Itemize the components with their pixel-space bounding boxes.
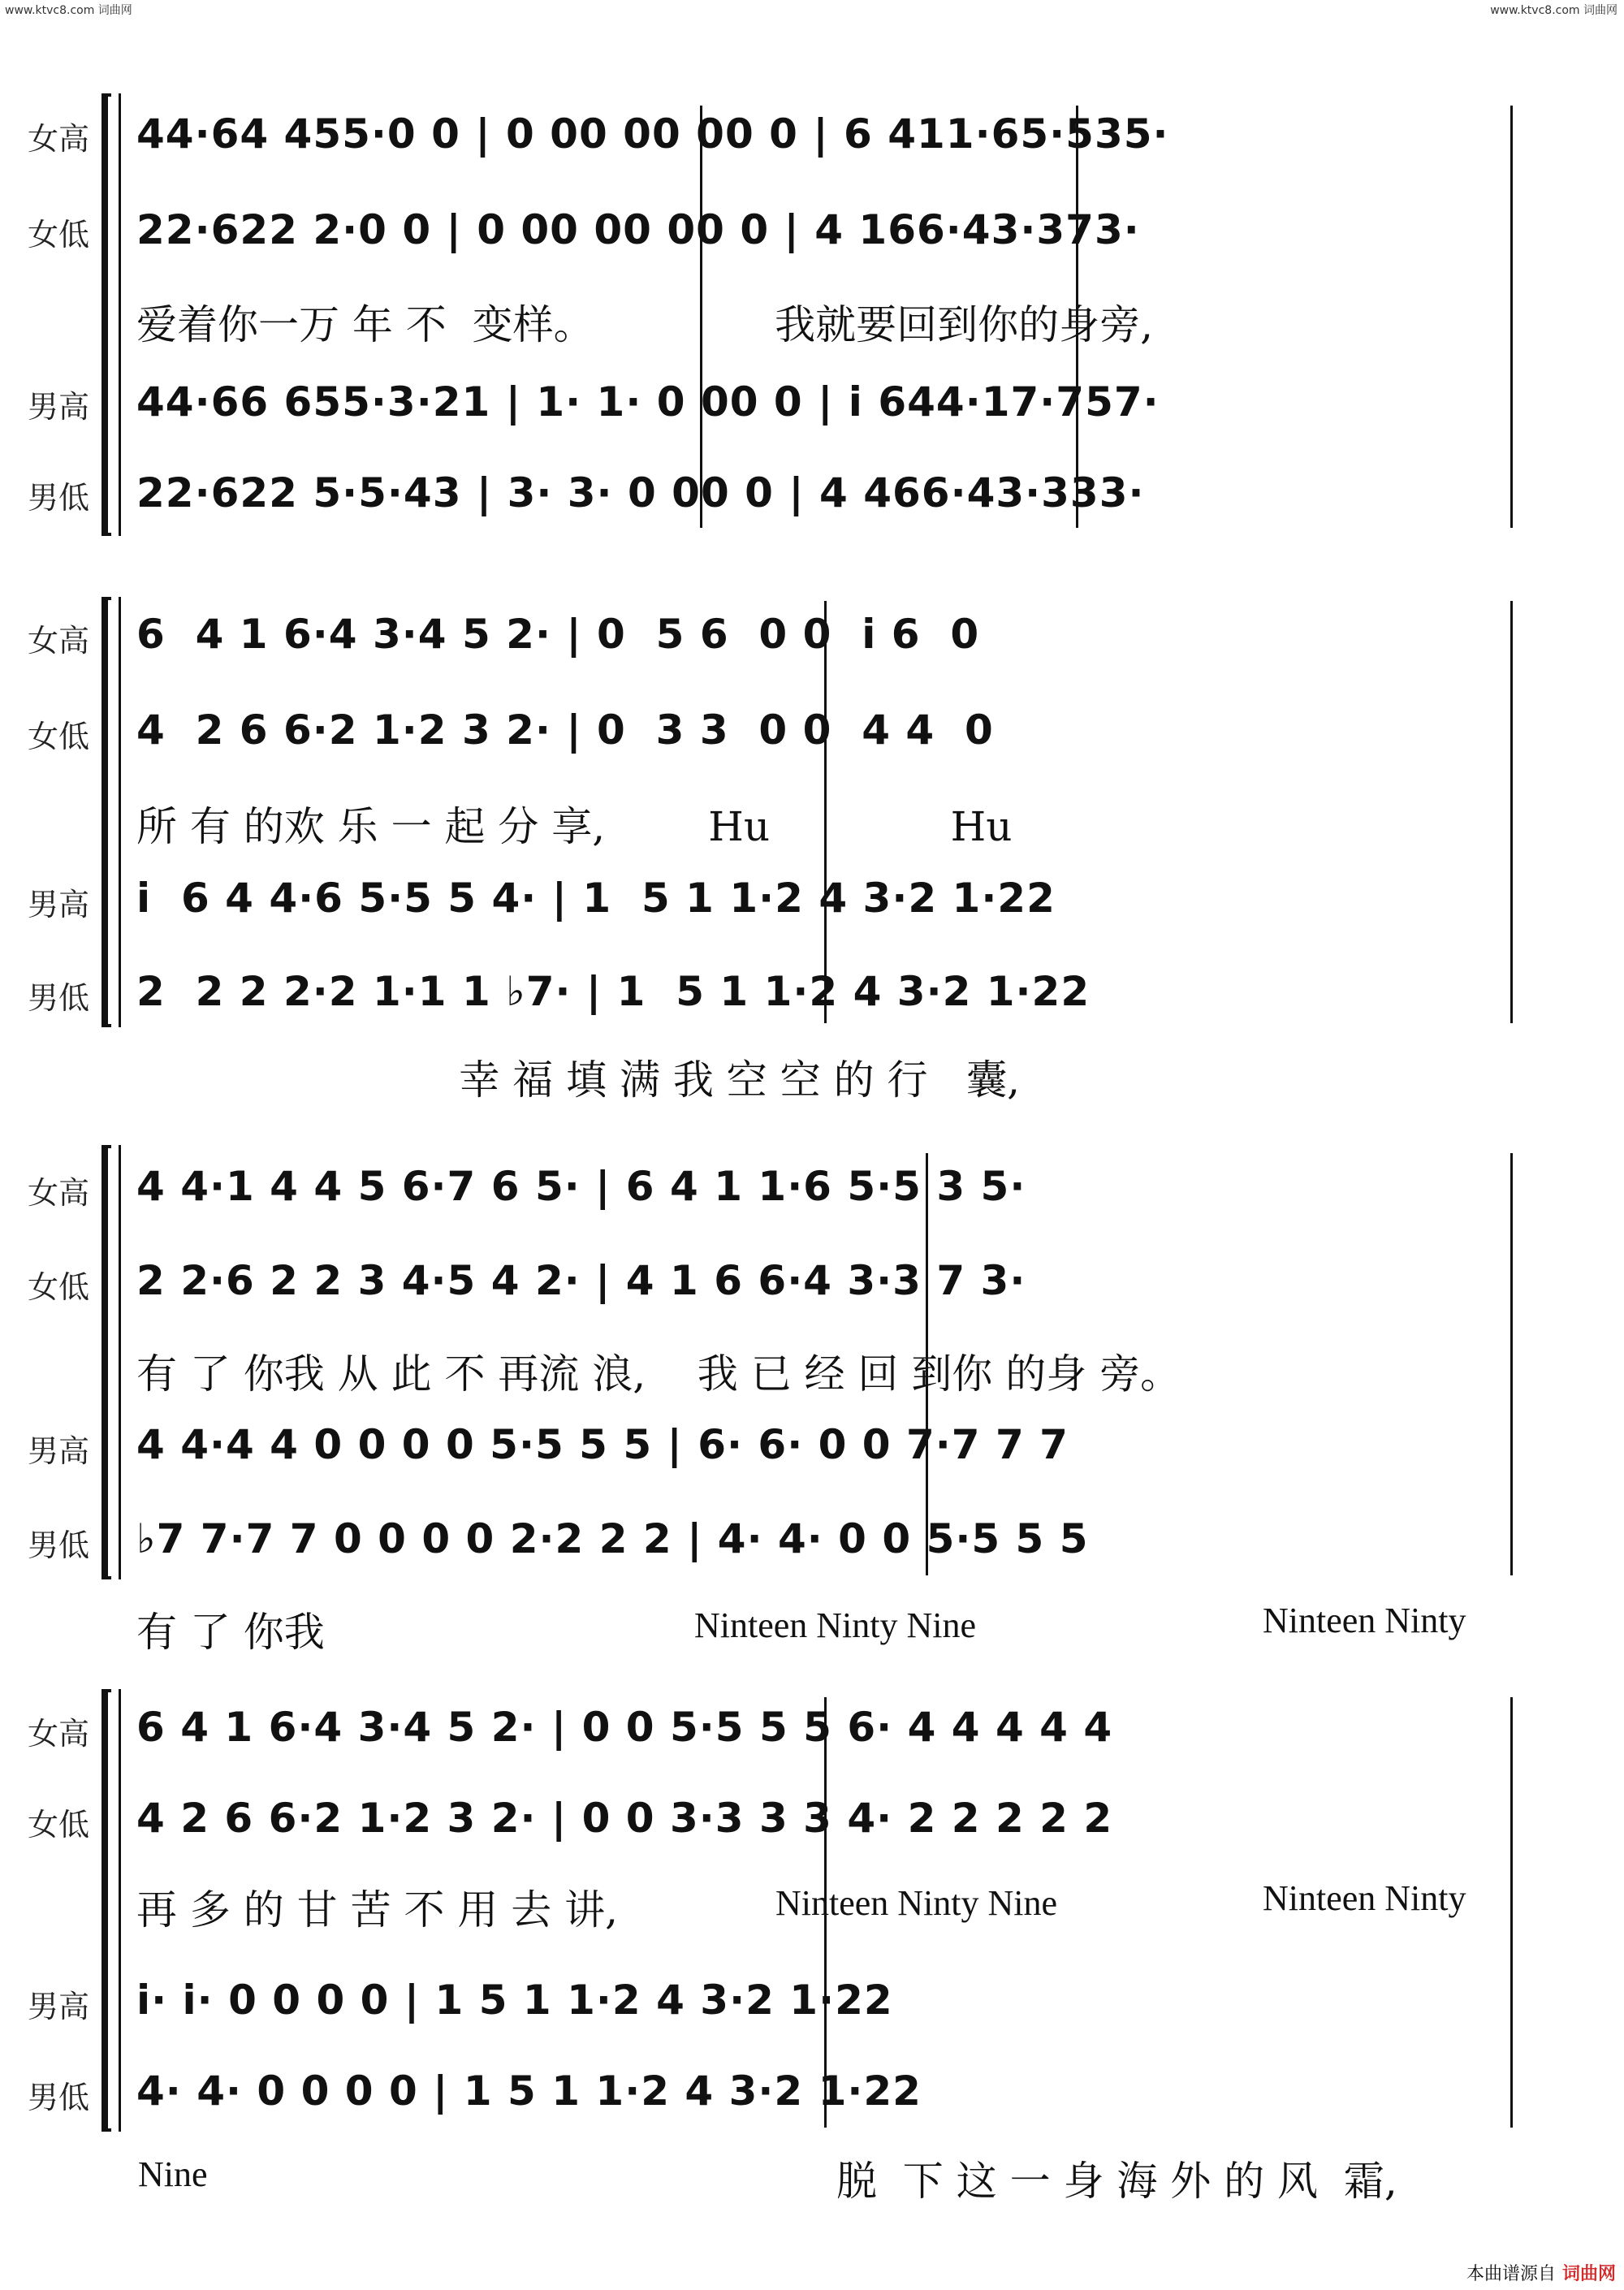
site-watermark-right: www.ktvc8.com 词曲网 [1490, 4, 1618, 17]
voice-label: 男低 [27, 480, 89, 516]
notation-line: 4 4·4 4 0 0 0 0 5·5 5 5 | 6· 6· 0 0 7·7 7 7 [136, 1421, 1069, 1468]
voice-label: 女高 [27, 1716, 89, 1752]
voice-label: 男低 [27, 980, 89, 1016]
notation-line: 6 4 1 6·4 3·4 5 2· | 0 0 5·5 5 5 6· 4 4 4 4 4 [136, 1704, 1113, 1751]
voice-label: 女低 [27, 719, 89, 754]
english-lyrics: Ninteen Ninty [1263, 1601, 1466, 1640]
notation-line: 2 2 2 2·2 1·1 1 ♭7· | 1 5 1 1·2 4 3·2 1·22 [136, 968, 1091, 1015]
voice-label: 男低 [27, 1527, 89, 1563]
notation-line: 2 2·6 2 2 3 4·5 4 2· | 4 1 6 6·4 3·3 7 3· [136, 1257, 1026, 1304]
notation-line: i 6 4 4·6 5·5 5 4· | 1 5 1 1·2 4 3·2 1·22 [136, 875, 1056, 922]
source-footer [1466, 2260, 1616, 2285]
brand-logo-text[interactable]: 词曲网 [1561, 2264, 1616, 2284]
system-brace [102, 1689, 111, 2132]
voice-label: 男高 [27, 389, 89, 425]
system-line [119, 1689, 121, 2132]
voice-label: 男高 [27, 887, 89, 922]
lyrics-line: 有 了 你我 从 此 不 再流 浪, 我 已 经 回 到你 的身 旁。 [136, 1350, 1181, 1398]
notation-line: 44·66 655·3·21 | 1· 1· 0 00 0 | i 644·17·757· [136, 378, 1160, 426]
notation-line: ♭7 7·7 7 0 0 0 0 2·2 2 2 | 4· 4· 0 0 5·5 5 5 [136, 1515, 1089, 1562]
voice-label: 男高 [27, 1433, 89, 1469]
notation-line: 4 4·1 4 4 5 6·7 6 5· | 6 4 1 1·6 5·5 3 5· [136, 1163, 1026, 1210]
voice-label: 女低 [27, 217, 89, 253]
voice-label: 女高 [27, 121, 89, 157]
lyrics-line: 再 多 的 甘 苦 不 用 去 讲, [136, 1886, 619, 1934]
notation-line: i· i· 0 0 0 0 | 1 5 1 1·2 4 3·2 1·22 [136, 1977, 893, 2024]
notation-line: 22·622 5·5·43 | 3· 3· 0 00 0 | 4 466·43·333· [136, 469, 1145, 516]
lyrics-line: 幸 福 填 满 我 空 空 的 行 囊, [136, 1056, 1021, 1104]
notation-line: 6 4 1 6·4 3·4 5 2· | 0 5 6 0 0 i 6 0 [136, 611, 980, 658]
lyrics-line: 有 了 你我 [136, 1609, 325, 1656]
system-brace [102, 597, 111, 1027]
system-line [119, 1145, 121, 1579]
lyrics-line: 脱 下 这 一 身 海 外 的 风 霜, [836, 2158, 1397, 2205]
notation-line: 44·64 455·0 0 | 0 00 00 00 0 | 6 411·65·535· [136, 110, 1169, 158]
voice-label: 男高 [27, 1989, 89, 2024]
english-lyrics: Ninteen Ninty [1263, 1878, 1466, 1918]
lyrics-line: 所 有 的欢 乐 一 起 分 享, Hu Hu [136, 803, 1013, 850]
system-line [119, 93, 121, 536]
source-text: 本曲谱源自 [1466, 2264, 1556, 2284]
notation-line: 4· 4· 0 0 0 0 | 1 5 1 1·2 4 3·2 1·22 [136, 2067, 922, 2115]
voice-label: 女高 [27, 1175, 89, 1211]
voice-label: 男低 [27, 2080, 89, 2115]
notation-line: 4 2 6 6·2 1·2 3 2· | 0 3 3 0 0 4 4 0 [136, 706, 994, 754]
notation-line: 4 2 6 6·2 1·2 3 2· | 0 0 3·3 3 3 4· 2 2 2 2 2 [136, 1795, 1113, 1842]
system-brace [102, 93, 111, 536]
notation-line: 22·622 2·0 0 | 0 00 00 00 0 | 4 166·43·373· [136, 206, 1140, 253]
english-lyrics: Ninteen Ninty Nine [775, 1883, 1058, 1923]
english-lyrics: Ninteen Ninty Nine [694, 1605, 977, 1645]
system-brace [102, 1145, 111, 1579]
voice-label: 女高 [27, 623, 89, 659]
system-line [119, 597, 121, 1027]
voice-label: 女低 [27, 1269, 89, 1305]
voice-label: 女低 [27, 1807, 89, 1843]
english-lyrics: Nine [138, 2154, 208, 2194]
lyrics-line: 爱着你一万 年 不 变样。 我就要回到你的身旁, [136, 301, 1153, 348]
site-watermark-left: www.ktvc8.com 词曲网 [5, 4, 132, 17]
